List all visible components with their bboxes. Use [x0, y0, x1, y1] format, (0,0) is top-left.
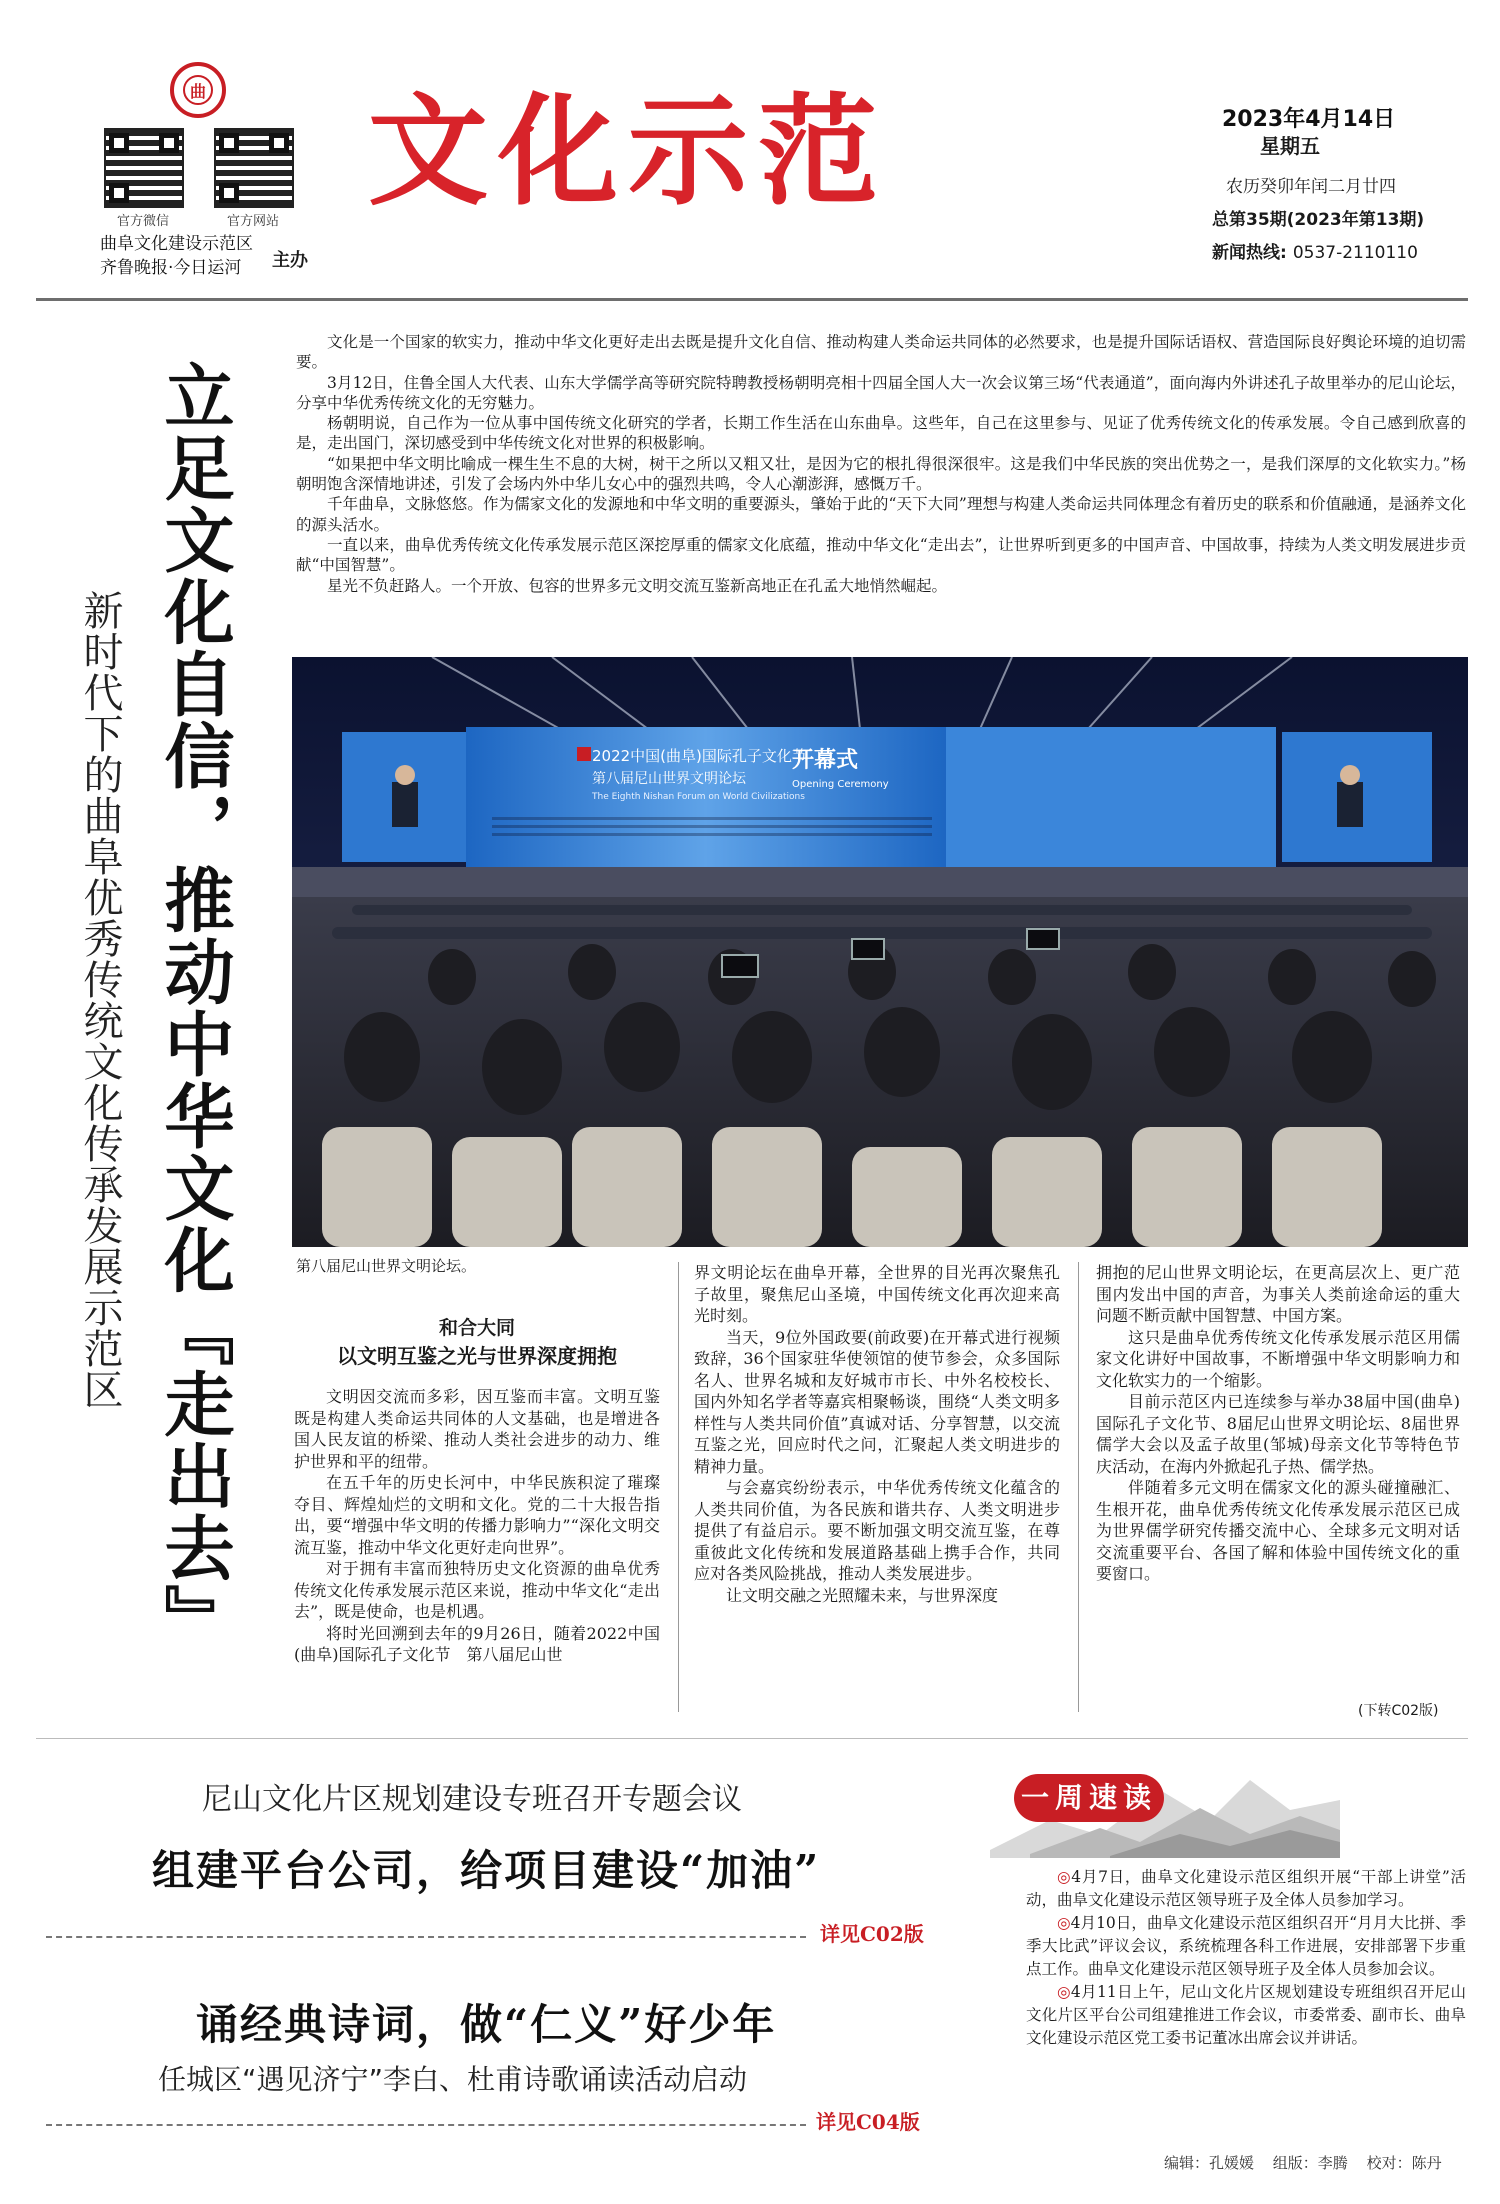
hotline: [1212, 238, 1418, 263]
host-line-1: 曲阜文化建设示范区: [100, 234, 253, 254]
section-divider: [36, 1738, 1468, 1739]
story1-kicker: 尼山文化片区规划建设专班召开专题会议: [202, 1782, 742, 1817]
story2-see-page[interactable]: 详见C04版: [816, 2110, 920, 2134]
issue-weekday: 星期五: [1260, 134, 1320, 158]
intro-paragraph: 杨朝明说，自己作为一位从事中国传统文化研究的学者，长期工作生活在山东曲阜。这些年，自己在这里参与、见证了优秀传统文化的传承发展。令自己感到欣喜的是，走出国门，深切感受到中华传统文化对世界的积极影响。: [296, 414, 1466, 453]
masthead-title: 文化示范: [368, 83, 888, 222]
hotline-label: 新闻热线:: [1212, 243, 1287, 263]
forum-photo-illustration: [292, 657, 1468, 1247]
lead-photo: [292, 657, 1468, 1247]
screen-line-1: 2022中国(曲阜)国际孔子文化节: [592, 747, 807, 765]
bullet-icon: ◎: [1057, 1914, 1071, 1932]
screen-line-en: The Eighth Nishan Forum on World Civilizations: [592, 792, 805, 802]
story2-subhead: 任城区“遇见济宁”李白、杜甫诗歌诵读活动启动: [158, 2063, 748, 2096]
host-role: 主办: [272, 250, 308, 271]
issue-date: 2023年4月14日: [1222, 107, 1396, 132]
credit-proof: 校对：陈丹: [1366, 2154, 1442, 2172]
column-paragraph: 在五千年的历史长河中，中华民族积淀了璀璨夺目、辉煌灿烂的文明和文化。党的二十大报告指出，要“增强中华文明的传播力影响力”“深化文明交流互鉴，推动中华文化更好走向世界”。: [294, 1473, 660, 1557]
week-brief-title: 一周速读: [1014, 1774, 1164, 1822]
list-item: [1026, 1912, 1466, 1981]
screen-right-en: Opening Ceremony: [792, 779, 889, 790]
lunar-date: 农历癸卯年闰二月廿四: [1226, 177, 1396, 197]
qr-code-website[interactable]: [214, 128, 294, 208]
column-paragraph: 这只是曲阜优秀传统文化传承发展示范区用儒家文化讲好中国故事，不断增强中华文明影响力和文化软实力的一个缩影。: [1096, 1327, 1460, 1390]
column-paragraph: 拥抱的尼山世界文明论坛，在更高层次上、更广范围内发出中国的声音，为事关人类前途命运的重大问题不断贡献中国智慧、中国方案。: [1096, 1263, 1460, 1325]
intro-paragraph: 星光不负赶路人。一个开放、包容的世界多元文明交流互鉴新高地正在孔孟大地悄然崛起。: [327, 576, 948, 595]
emblem-seal: [170, 62, 226, 118]
bullet-icon: ◎: [1057, 1983, 1071, 2001]
lead-intro: [296, 332, 1466, 596]
column-paragraph: 让文明交融之光照耀未来，与世界深度: [726, 1585, 999, 1605]
lead-subheadline: 新时代下的曲阜优秀传统文化传承发展示范区: [77, 590, 123, 1410]
bullet-icon: ◎: [1057, 1868, 1072, 1886]
intro-paragraph: “如果把中华文明比喻成一棵生生不息的大树，树干之所以又粗又壮，是因为它的根扎得很深很牢。这是我们中华民族的突出优势之一，是我们深厚的文化软实力。”杨朝明饱含深情地讲述，引发了会场内外中华儿女心中的强烈共鸣，令人心潮澎湃，感慨万千。: [296, 454, 1466, 494]
continued-note[interactable]: (下转C02版): [1358, 1703, 1439, 1719]
credits: [1164, 2152, 1456, 2173]
emblem-seal-inner: 曲: [183, 75, 213, 105]
news-text: 4月11日上午，尼山文化片区规划建设专班组织召开尼山文化片区平台公司组建推进工作会议，市委常委、副市长、曲阜文化建设示范区党工委书记董冰出席会议并讲话。: [1026, 1983, 1466, 2047]
list-item: [1026, 1981, 1466, 2050]
masthead-rule: [36, 298, 1468, 301]
column-paragraph: 伴随着多元文明在儒家文化的源头碰撞融汇、生根开花，曲阜优秀传统文化传承发展示范区已成为世界儒学研究传播交流中心、全球多元文明对话交流重要平台、各国了解和体验中国传统文化的重要窗口。: [1096, 1478, 1460, 1583]
hotline-number: 0537-2110110: [1292, 243, 1418, 263]
news-text: 4月7日，曲阜文化建设示范区组织开展“干部上讲堂”活动，曲阜文化建设示范区领导班子及全体人员参加学习。: [1026, 1868, 1467, 1909]
photo-caption: 第八届尼山世界文明论坛。: [296, 1257, 477, 1275]
column-3: [1096, 1262, 1460, 1585]
lead-headline: 立足文化自信，推动中华文化『走出去』: [153, 360, 236, 1656]
column-paragraph: 目前示范区内已连续参与举办38届中国(曲阜)国际孔子文化节、8届尼山世界文明论坛、8届世界儒学大会以及孟子故里(邹城)母亲文化节等特色节庆活动，在海内外掀起孔子热、儒学热。: [1096, 1392, 1460, 1476]
list-item: [1026, 1866, 1466, 1912]
column-divider: [678, 1262, 679, 1712]
story2-headline[interactable]: 诵经典诗词，做“仁义”好少年: [196, 2000, 777, 2049]
section-title: [294, 1314, 660, 1370]
column-paragraph: 对于拥有丰富而独特历史文化资源的曲阜优秀传统文化传承发展示范区来说，推动中华文化“走出去”，既是使命，也是机遇。: [294, 1559, 660, 1621]
credit-editor: 编辑：孔媛媛: [1164, 2154, 1255, 2172]
column-paragraph: 界文明论坛在曲阜开幕，全世界的目光再次聚焦孔子故里，聚焦尼山圣境，中国传统文化再次迎来高光时刻。: [694, 1263, 1060, 1325]
story2-rule: [46, 2124, 806, 2126]
story1-rule: [46, 1936, 806, 1938]
screen-right-title: 开幕式: [792, 748, 859, 773]
intro-paragraph: 文化是一个国家的软实力，推动中华文化更好走出去既是提升文化自信、推动构建人类命运共同体的必然要求，也是提升国际话语权、营造国际良好舆论环境的迫切需要。: [296, 333, 1466, 372]
column-paragraph: 与会嘉宾纷纷表示，中华优秀传统文化蕴含的人类共同价值，为各民族和谐共存、人类文明进步提供了有益启示。要不断加强文明交流互鉴，在尊重彼此文化传统和发展道路基础上携手合作，共同应对各类风险挑战，推动人类发展进步。: [694, 1478, 1060, 1583]
column-1: [294, 1386, 660, 1666]
column-paragraph: 当天，9位外国政要(前政要)在开幕式进行视频致辞，36个国家驻华使领馆的使节参会，众多国际名人、世界名城和友好城市市长、中外名校校长、国内外知名学者等嘉宾相聚畅谈，围绕“人类文明多样性与人类共同价值”真诚对话、分享智慧，以交流互鉴之光，回应时代之问，汇聚起人类文明进步的精神力量。: [694, 1327, 1060, 1476]
section-title-line-2: 以文明互鉴之光与世界深度拥抱: [337, 1344, 617, 1368]
intro-paragraph: 千年曲阜，文脉悠悠。作为儒家文化的发源地和中华文明的重要源头，肇始于此的“天下大同”理想与构建人类命运共同体理念有着历史的联系和价值融通，是涵养文化的源头活水。: [296, 495, 1466, 534]
column-paragraph: 将时光回溯到去年的9月26日，随着2022中国(曲阜)国际孔子文化节 第八届尼山世: [294, 1623, 660, 1664]
news-text: 4月10日，曲阜文化建设示范区组织召开“月月大比拼、季季大比武”评议会议，系统梳理各科工作进展，安排部署下步重点工作。曲阜文化建设示范区领导班子及全体人员参加会议。: [1026, 1914, 1467, 1978]
qr-label-website: 官方网站: [226, 214, 279, 229]
week-brief-list: [1026, 1866, 1466, 2050]
host-block: [100, 232, 253, 280]
host-line-2: 齐鲁晚报·今日运河: [100, 258, 242, 278]
intro-paragraph: 一直以来，曲阜优秀传统文化传承发展示范区深挖厚重的儒家文化底蕴，推动中华文化“走出去”，让世界听到更多的中国声音、中国故事，持续为人类文明发展进步贡献“中国智慧”。: [296, 535, 1466, 575]
column-paragraph: 文明因交流而多彩，因互鉴而丰富。文明互鉴既是构建人类命运共同体的人文基础，也是增进各国人民友谊的桥梁、推动人类社会进步的动力、维护世界和平的纽带。: [294, 1387, 660, 1471]
section-title-line-1: 和合大同: [438, 1317, 515, 1339]
story1-headline[interactable]: 组建平台公司，给项目建设“加油”: [152, 1846, 821, 1895]
column-2: [694, 1262, 1060, 1606]
issue-number: 总第35期(2023年第13期): [1212, 210, 1425, 230]
story1-see-page[interactable]: 详见C02版: [820, 1922, 924, 1946]
column-divider: [1078, 1262, 1079, 1712]
intro-paragraph: 3月12日，住鲁全国人大代表、山东大学儒学高等研究院特聘教授杨朝明亮相十四届全国人大一次会议第三场“代表通道”，面向海内外讲述孔子故里举办的尼山论坛，分享中华优秀传统文化的无穷魅力。: [296, 373, 1466, 412]
qr-label-wechat: 官方微信: [116, 214, 169, 229]
qr-code-wechat[interactable]: [104, 128, 184, 208]
screen-line-2: 第八届尼山世界文明论坛: [592, 771, 746, 787]
credit-layout: 组版：李腾: [1272, 2154, 1348, 2172]
